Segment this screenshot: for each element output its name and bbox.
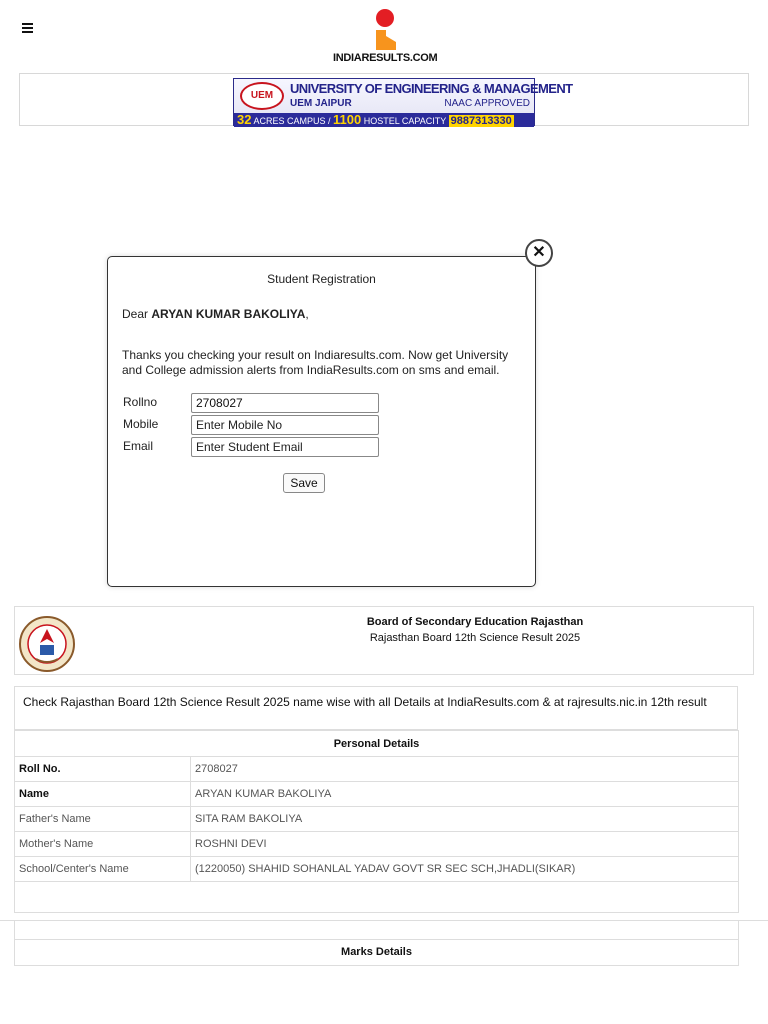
personal-details-heading: Personal Details xyxy=(15,731,739,757)
row-key: Name xyxy=(15,782,191,807)
ad-banner[interactable] xyxy=(233,78,573,127)
result-intro: Check Rajasthan Board 12th Science Result 2025 name wise with all Details at IndiaResults.com & at rajresults.nic.in 12th result xyxy=(14,686,738,730)
ad-phone: 9887313330 xyxy=(450,115,512,127)
ad-subtitle: UEM JAIPUR xyxy=(290,98,352,109)
row-key: Father's Name xyxy=(15,807,191,832)
table-row xyxy=(15,857,739,882)
greeting-suffix: , xyxy=(305,307,309,321)
table-row xyxy=(15,832,739,857)
student-name: ARYAN KUMAR BAKOLIYA xyxy=(151,307,306,321)
email-input[interactable] xyxy=(191,437,379,457)
board-header xyxy=(14,606,754,675)
rollno-label: Rollno xyxy=(123,395,158,409)
greeting-prefix: Dear xyxy=(122,307,149,321)
row-value: ROSHNI DEVI xyxy=(191,832,739,857)
marks-details-heading: Marks Details xyxy=(14,939,739,966)
logo-figure-icon xyxy=(370,8,400,50)
site-logo[interactable] xyxy=(333,8,437,66)
save-button[interactable]: Save xyxy=(283,473,325,493)
row-key: Mother's Name xyxy=(15,832,191,857)
board-subtitle: Rajasthan Board 12th Science Result 2025 xyxy=(369,632,581,644)
section-gap xyxy=(14,920,739,939)
row-key: Roll No. xyxy=(15,757,191,782)
modal-title: Student Registration xyxy=(267,272,376,286)
ad-bottom-strip xyxy=(234,113,534,127)
ad-hostel-label: HOSTEL CAPACITY xyxy=(363,116,447,126)
table-row-blank xyxy=(15,882,739,913)
blank-cell xyxy=(15,882,739,913)
divider xyxy=(0,920,768,921)
ad-title: UNIVERSITY OF ENGINEERING & MANAGEMENT xyxy=(290,81,573,96)
row-value: (1220050) SHAHID SOHANLAL YADAV GOVT SR SEC SCH,JHADLI(SIKAR) xyxy=(191,857,739,882)
ad-acres-label: ACRES CAMPUS / xyxy=(253,116,331,126)
table-header-row xyxy=(15,731,739,757)
ad-hostel-value: 1100 xyxy=(333,112,362,127)
row-value: SITA RAM BAKOLIYA xyxy=(191,807,739,832)
table-row xyxy=(15,757,739,782)
modal-greeting xyxy=(122,307,309,321)
modal-message: Thanks you checking your result on Indiaresults.com. Now get University and College admission alerts from IndiaResults.com on sms and email. xyxy=(122,348,509,377)
registration-modal xyxy=(107,256,536,587)
ad-naac: NAAC APPROVED xyxy=(444,98,530,109)
ad-container xyxy=(19,73,749,126)
ad-seal-logo: UEM xyxy=(240,82,284,110)
email-label: Email xyxy=(123,439,154,453)
close-icon[interactable]: ✕ xyxy=(525,239,553,267)
row-key: School/Center's Name xyxy=(15,857,191,882)
board-name: Board of Secondary Education Rajasthan xyxy=(366,616,584,628)
ad-acres-value: 32 xyxy=(237,112,252,127)
table-row xyxy=(15,807,739,832)
board-seal-icon xyxy=(18,615,76,673)
hamburger-menu-icon[interactable] xyxy=(22,23,33,34)
mobile-input[interactable] xyxy=(191,415,379,435)
row-value: ARYAN KUMAR BAKOLIYA xyxy=(191,782,739,807)
logo-text: INDIARESULTS.COM xyxy=(333,52,438,64)
table-row xyxy=(15,782,739,807)
rollno-input[interactable] xyxy=(191,393,379,413)
mobile-label: Mobile xyxy=(123,417,159,431)
personal-details-table xyxy=(14,730,739,913)
row-value: 2708027 xyxy=(191,757,739,782)
